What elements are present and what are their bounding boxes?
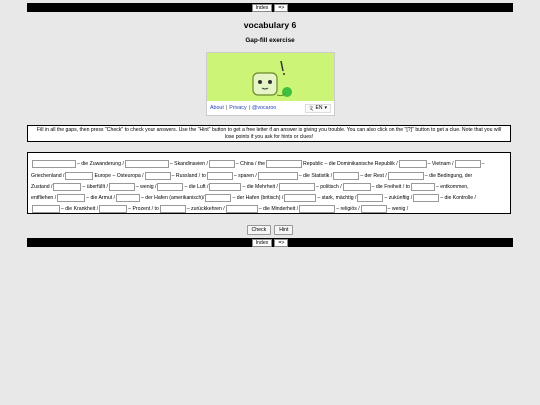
- gap-text: –: [481, 160, 485, 167]
- gap-text: – die Armut /: [86, 194, 116, 201]
- gap-input[interactable]: [258, 172, 298, 180]
- next-button[interactable]: =>: [274, 4, 288, 12]
- gap-input[interactable]: [399, 160, 427, 168]
- gap-text: – Vietnam /: [427, 160, 454, 167]
- privacy-link[interactable]: Privacy: [229, 105, 247, 111]
- gap-text: – die Krankheit /: [61, 205, 99, 212]
- gap-input[interactable]: [65, 172, 93, 180]
- vocaroo-handle-link[interactable]: @vocaroo: [252, 105, 277, 111]
- gap-text: Republic – die Dominikanische Republik /: [303, 160, 398, 167]
- gap-text: Zustand /: [31, 183, 53, 190]
- gap-input[interactable]: [333, 172, 359, 180]
- gap-input[interactable]: [32, 205, 60, 213]
- language-selector[interactable]: [305, 104, 331, 113]
- gap-input[interactable]: [455, 160, 481, 168]
- gap-text: – der Hafen (amerikanisch)/: [141, 194, 205, 201]
- exercise-line-4: [31, 192, 476, 203]
- gap-input[interactable]: [209, 160, 235, 168]
- widget-banner: [207, 53, 334, 101]
- gap-input[interactable]: [361, 205, 387, 213]
- top-nav-bar: [27, 3, 513, 12]
- separator: |: [225, 105, 228, 111]
- gap-text: – zukünftig /: [384, 194, 413, 201]
- gap-text: – sparen /: [233, 172, 257, 179]
- gap-input[interactable]: [116, 194, 140, 202]
- gap-text: – stark, mächtig /: [317, 194, 357, 201]
- gap-text: – die Freiheit / to: [371, 183, 410, 190]
- gap-text: – Russland / to: [171, 172, 206, 179]
- gap-input[interactable]: [57, 194, 85, 202]
- gap-input[interactable]: [157, 183, 183, 191]
- gap-text: Europe – Osteuropa /: [94, 172, 144, 179]
- gap-text: – entkommen,: [435, 183, 469, 190]
- gap-text: – die Luft /: [184, 183, 209, 190]
- language-label: EN: [315, 105, 323, 111]
- gap-input[interactable]: [109, 183, 135, 191]
- check-button[interactable]: Check: [247, 225, 272, 235]
- gap-input[interactable]: [266, 160, 302, 168]
- gap-input[interactable]: [32, 160, 76, 168]
- gap-text: – die Mehrheit /: [242, 183, 278, 190]
- gap-input[interactable]: [53, 183, 81, 191]
- page-title: vocabulary 6: [243, 20, 297, 30]
- bottom-nav-bar: [27, 238, 513, 247]
- gap-input[interactable]: [413, 194, 439, 202]
- exercise-line-2: [31, 170, 472, 181]
- speech-bubble-mascot-icon: [207, 53, 334, 101]
- gap-text: – politisch /: [315, 183, 342, 190]
- exercise-actions: [0, 225, 540, 235]
- hint-button[interactable]: Hint: [274, 225, 293, 235]
- gap-input[interactable]: [207, 172, 233, 180]
- page-subtitle: Gap-fill exercise: [245, 37, 295, 44]
- gap-text: Griechenland /: [31, 172, 65, 179]
- widget-footer: [210, 104, 331, 112]
- gap-text: – die Minderheit /: [258, 205, 299, 212]
- gap-text: – zurückkehren /: [186, 205, 225, 212]
- gap-input[interactable]: [160, 205, 186, 213]
- gap-text: – China / the: [235, 160, 266, 167]
- exercise-line-1: [31, 158, 484, 169]
- instructions-box: Fill in all the gaps, then press "Check" to check your answers. Use the "Hint" button to get a free letter if an answer is giving you trouble. You can also click on the "[?]" button to get a clue. Note that you will lose points if you ask for hints or clues!: [27, 125, 511, 142]
- gap-input[interactable]: [284, 194, 316, 202]
- next-button[interactable]: =>: [274, 239, 288, 247]
- gap-text: – die Kontrolle /: [440, 194, 476, 201]
- gap-text: – überfüllt /: [82, 183, 108, 190]
- separator: |: [248, 105, 250, 111]
- vocaroo-widget: [206, 52, 335, 116]
- gap-text: – die Bedingung, der: [424, 172, 473, 179]
- chevron-down-icon: ▾: [324, 105, 327, 111]
- gap-input[interactable]: [299, 205, 335, 213]
- gap-text: – Prozent / to: [128, 205, 159, 212]
- gap-input[interactable]: [279, 183, 315, 191]
- index-button[interactable]: Index: [252, 239, 273, 247]
- gap-text: – der Rest /: [360, 172, 387, 179]
- gap-input[interactable]: [209, 183, 241, 191]
- translate-icon: 文: [308, 105, 314, 112]
- gap-text: – religiös /: [336, 205, 360, 212]
- gap-input[interactable]: [343, 183, 371, 191]
- gap-input[interactable]: [145, 172, 171, 180]
- gap-input[interactable]: [411, 183, 435, 191]
- gap-input[interactable]: [357, 194, 383, 202]
- about-link[interactable]: About: [210, 105, 224, 111]
- gap-input[interactable]: [125, 160, 169, 168]
- gap-text: – die Zuwanderung /: [77, 160, 124, 167]
- gap-text: – Skandinavien /: [169, 160, 208, 167]
- gap-text: entfliehen /: [31, 194, 57, 201]
- exercise-line-5: [31, 203, 408, 214]
- gap-input[interactable]: [99, 205, 127, 213]
- gap-text: – wenig /: [387, 205, 409, 212]
- gap-input[interactable]: [205, 194, 231, 202]
- gap-input[interactable]: [226, 205, 258, 213]
- index-button[interactable]: Index: [252, 4, 273, 12]
- gap-text: – die Statistik /: [298, 172, 333, 179]
- gap-fill-exercise: [27, 152, 511, 214]
- gap-input[interactable]: [388, 172, 424, 180]
- gap-text: – der Hafen (britisch) /: [232, 194, 284, 201]
- exercise-line-3: [31, 181, 469, 192]
- gap-text: – wenig /: [135, 183, 157, 190]
